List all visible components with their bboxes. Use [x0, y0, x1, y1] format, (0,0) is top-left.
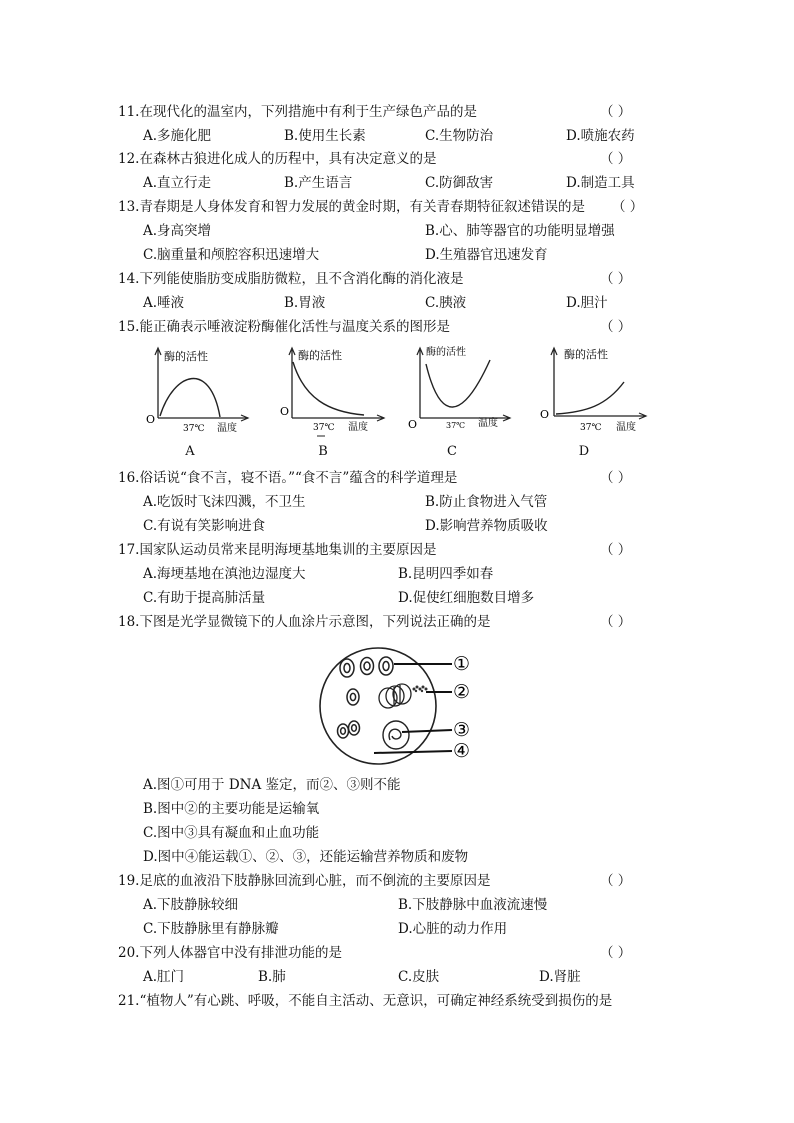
graph-ylabel: 酶的活性 — [164, 350, 208, 363]
option-16-c: C.有说有笑影响进食 — [143, 518, 266, 534]
option-13-d: D.生殖器官迅速发育 — [425, 247, 548, 263]
option-12-c: C.防御敌害 — [425, 175, 494, 191]
label-3: ③ — [453, 719, 471, 741]
option-20-d: D.肾脏 — [539, 969, 581, 985]
option-17-a: A.海埂基地在滇池边湿度大 — [143, 566, 306, 582]
graph-xlabel: 温度 — [348, 422, 368, 433]
option-12-b: B.产生语言 — [284, 175, 353, 191]
option-18-d: D.图中④能运载①、②、③，还能运输营养物质和废物 — [143, 849, 469, 865]
option-20-c: C.皮肤 — [398, 969, 440, 985]
option-11-a: A.多施化肥 — [143, 128, 212, 144]
answer-paren: （ ） — [600, 319, 632, 335]
graph-c — [406, 342, 516, 438]
option-13-c: C.脑重量和颅腔容积迅速增大 — [143, 247, 320, 263]
option-20-b: B.肺 — [258, 969, 286, 985]
option-19-d: D.心脏的动力作用 — [398, 921, 508, 937]
graph-xlabel: 温度 — [478, 418, 498, 429]
graph-a — [140, 342, 255, 438]
answer-paren: （ ） — [612, 199, 644, 215]
question-19-stem: 19.足底的血液沿下肢静脉回流到心脏，而不倒流的主要原因是 — [118, 873, 491, 889]
question-14-stem: 14.下列能使脂肪变成脂肪微粒，且不含消化酶的消化液是 — [118, 271, 464, 287]
microscope-field — [320, 648, 436, 764]
question-18-stem: 18.下图是光学显微镜下的人血涂片示意图，下列说法正确的是 — [118, 614, 491, 630]
graph-temp-tick: 37℃ — [446, 421, 466, 430]
answer-paren: （ ） — [600, 873, 632, 889]
option-14-a: A.唾液 — [143, 295, 185, 311]
blood-smear-figure — [316, 642, 486, 770]
graph-xlabel: 温度 — [616, 422, 636, 433]
answer-paren: （ ） — [600, 151, 632, 167]
option-19-c: C.下肢静脉里有静脉瓣 — [143, 921, 279, 937]
answer-paren: （ ） — [600, 271, 632, 287]
graph-label-a: A — [185, 444, 195, 459]
graph-d — [536, 342, 656, 438]
question-20-stem: 20.下列人体器官中没有排泄功能的是 — [118, 945, 342, 961]
graph-label-b: B — [318, 444, 328, 459]
label-1: ① — [453, 653, 471, 675]
graph-origin: O — [540, 408, 550, 421]
option-17-d: D.促使红细胞数目增多 — [398, 590, 535, 606]
platelets — [413, 686, 428, 693]
question-16-stem: 16.俗话说“食不言，寝不语。”“食不言”蕴含的科学道理是 — [118, 470, 458, 486]
graph-ylabel: 酶的活性 — [564, 348, 608, 361]
graph-origin: O — [408, 418, 418, 431]
answer-paren: （ ） — [600, 470, 632, 486]
option-18-c: C.图中③具有凝血和止血功能 — [143, 825, 320, 841]
figure-labels — [453, 653, 470, 762]
answer-paren: （ ） — [600, 104, 632, 120]
option-16-d: D.影响营养物质吸收 — [425, 518, 548, 534]
option-12-d: D.制造工具 — [566, 175, 635, 191]
option-14-b: B.胃液 — [284, 295, 326, 311]
graph-label-d: D — [578, 444, 590, 459]
option-16-b: B.防止食物进入气管 — [425, 494, 548, 510]
answer-paren: （ ） — [600, 945, 632, 961]
question-12-stem: 12.在森林古狼进化成人的历程中，具有决定意义的是 — [118, 151, 437, 167]
question-17-stem: 17.国家队运动员常来昆明海埂基地集训的主要原因是 — [118, 542, 437, 558]
option-14-d: D.胆汁 — [566, 295, 608, 311]
answer-paren: （ ） — [600, 614, 632, 630]
label-4: ④ — [453, 740, 471, 762]
option-18-a: A.图①可用于 DNA 鉴定，而②、③则不能 — [143, 777, 401, 793]
option-18-b: B.图中②的主要功能是运输氧 — [143, 801, 320, 817]
option-13-a: A.身高突增 — [143, 223, 212, 239]
graph-temp-tick: 37℃ — [183, 424, 205, 434]
question-15-stem: 15.能正确表示唾液淀粉酶催化活性与温度关系的图形是 — [118, 319, 450, 335]
graph-temp-tick: 37℃ — [313, 423, 335, 433]
question-21-stem: 21.“植物人”有心跳、呼吸，不能自主活动、无意识，可确定神经系统受到损伤的是 — [118, 993, 613, 1009]
question-11-stem: 11.在现代化的温室内，下列措施中有利于生产绿色产品的是 — [118, 104, 477, 120]
graph-origin: O — [280, 405, 290, 418]
option-14-c: C.胰液 — [425, 295, 467, 311]
graph-ylabel: 酶的活性 — [426, 347, 466, 358]
option-11-b: B.使用生长素 — [284, 128, 366, 144]
question-13-stem: 13.青春期是人身体发育和智力发展的黄金时期，有关青春期特征叙述错误的是 — [118, 199, 585, 215]
option-20-a: A.肛门 — [143, 969, 185, 985]
graph-origin: O — [146, 413, 156, 426]
label-2: ② — [453, 681, 471, 703]
option-19-b: B.下肢静脉中血液流速慢 — [398, 897, 548, 913]
graph-xlabel: 温度 — [217, 423, 237, 434]
graph-b — [278, 342, 393, 438]
graph-temp-tick: 37℃ — [580, 423, 602, 433]
cell-three — [383, 721, 409, 749]
red-blood-cells — [338, 657, 394, 738]
white-blood-cell — [379, 684, 411, 708]
option-13-b: B.心、肺等器官的功能明显增强 — [425, 223, 615, 239]
option-17-c: C.有助于提高肺活量 — [143, 590, 266, 606]
option-17-b: B.昆明四季如春 — [398, 566, 494, 582]
graph-ylabel: 酶的活性 — [298, 349, 342, 362]
option-11-d: D.喷施农药 — [566, 128, 635, 144]
option-16-a: A.吃饭时飞沫四溅，不卫生 — [143, 494, 306, 510]
option-19-a: A.下肢静脉较细 — [143, 897, 239, 913]
answer-paren: （ ） — [600, 542, 632, 558]
graph-label-c: C — [447, 444, 457, 459]
option-12-a: A.直立行走 — [143, 175, 212, 191]
option-11-c: C.生物防治 — [425, 128, 494, 144]
